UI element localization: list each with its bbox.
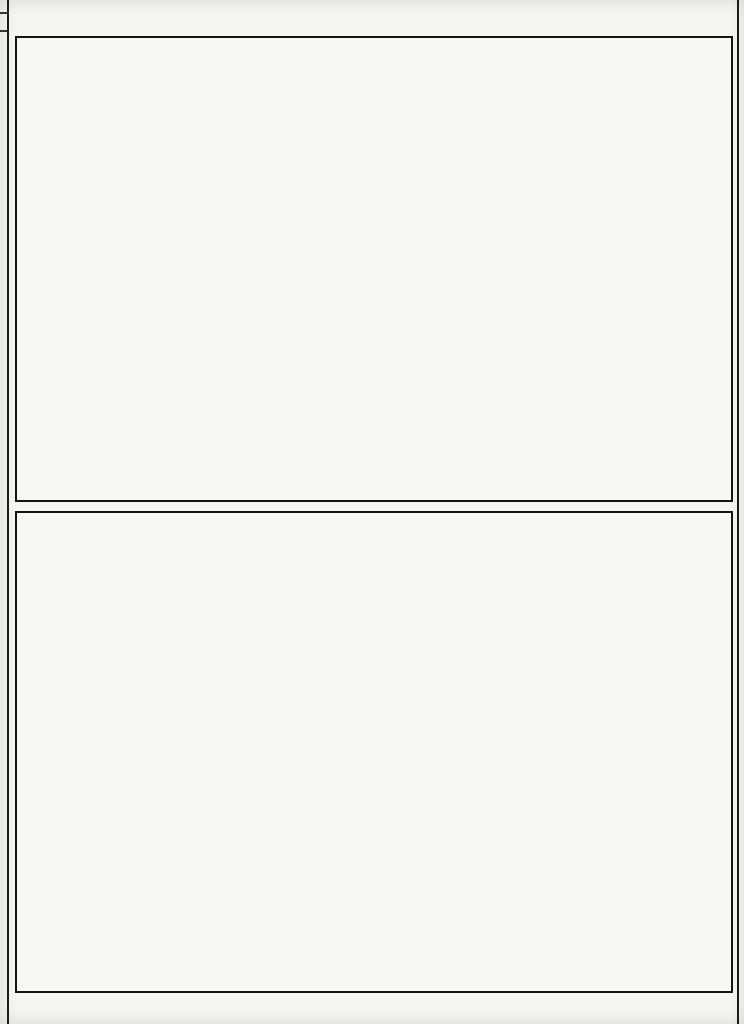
roster-table-top <box>15 36 733 502</box>
scan-artifact <box>0 30 7 32</box>
scan-edge-left <box>7 0 9 1024</box>
scan-artifact <box>0 12 9 14</box>
roster-table-bottom <box>15 511 733 993</box>
scan-edge-right <box>737 0 739 1024</box>
